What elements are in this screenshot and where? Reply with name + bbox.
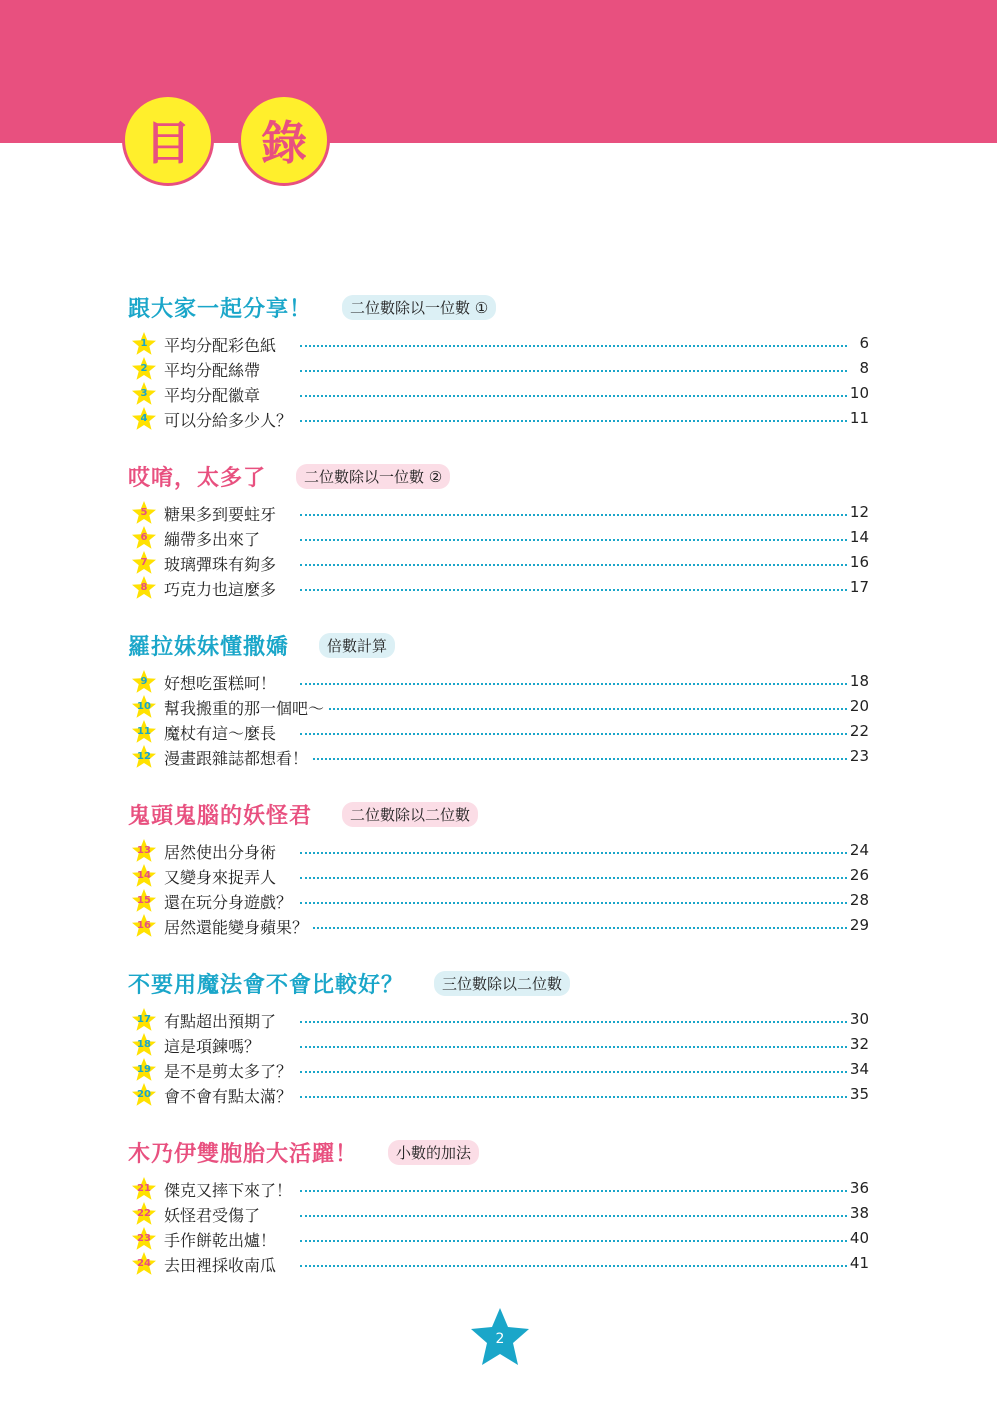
entry-page-number: 8 [859,359,869,377]
entry-title: 漫畫跟雜誌都想看！ [164,746,312,769]
section-title: 木乃伊雙胞胎大活躍！ [128,1141,359,1167]
star-number-icon [131,381,157,407]
entry-title: 又變身來捉弄人 [164,865,280,888]
star-number-icon [131,575,157,601]
section-topic-tag: 二位數除以一位數 ② [296,464,450,489]
entry-page-number: 12 [849,503,869,521]
toc-entry[interactable] [0,889,997,914]
entry-title: 還在玩分身遊戲？ [164,890,296,913]
dotted-leader [300,395,847,397]
entry-page-number: 30 [849,1010,869,1028]
toc-entry[interactable] [0,1083,997,1108]
entry-page-number: 38 [849,1204,869,1222]
entry-page-number: 41 [849,1254,869,1272]
page-number: 2 [495,1331,505,1347]
entry-page-number: 40 [849,1229,869,1247]
star-number-icon [131,525,157,551]
toc-entry[interactable] [0,1058,997,1083]
toc-entry[interactable] [0,332,997,357]
star-number-icon [131,669,157,695]
entry-page-number: 10 [849,384,869,402]
entry-number: 12 [137,751,151,762]
entry-page-number: 35 [849,1085,869,1103]
title-char-1: 目 [122,94,214,186]
entry-title: 居然還能變身蘋果？ [164,915,312,938]
entry-number: 2 [140,363,148,374]
star-number-icon [131,550,157,576]
dotted-leader [300,1071,847,1073]
entry-title: 平均分配徽章 [164,383,264,406]
entry-number: 7 [140,557,148,568]
entry-page-number: 34 [849,1060,869,1078]
section-heading [128,1135,479,1169]
entry-number: 19 [137,1064,151,1075]
dotted-leader [300,420,847,422]
section-title: 鬼頭鬼腦的妖怪君 [128,803,313,829]
entry-page-number: 17 [849,578,869,596]
entry-page-number: 36 [849,1179,869,1197]
toc-entry[interactable] [0,1177,997,1202]
entry-title: 妖怪君受傷了 [164,1203,264,1226]
dotted-leader [300,1265,847,1267]
entry-number: 16 [137,920,151,931]
star-number-icon [131,331,157,357]
entry-title: 平均分配絲帶 [164,358,264,381]
star-number-icon [131,694,157,720]
star-number-icon [131,1226,157,1252]
dotted-leader [300,1215,847,1217]
entry-title: 手作餅乾出爐！ [164,1228,280,1251]
entry-page-number: 18 [849,672,869,690]
entry-page-number: 28 [849,891,869,909]
toc-entry[interactable] [0,839,997,864]
dotted-leader [300,708,847,710]
dotted-leader [300,927,847,929]
star-number-icon [131,719,157,745]
entry-number: 22 [137,1208,151,1219]
toc-entry[interactable] [0,407,997,432]
toc-entry[interactable] [0,576,997,601]
star-number-icon [131,406,157,432]
dotted-leader [300,733,847,735]
star-number-icon [131,356,157,382]
entry-title: 玻璃彈珠有夠多 [164,552,280,575]
dotted-leader [300,902,847,904]
dotted-leader [300,589,847,591]
section-title: 不要用魔法會不會比較好？ [128,972,405,998]
entry-page-number: 6 [859,334,869,352]
entry-title: 會不會有點太滿？ [164,1084,296,1107]
toc-entry[interactable] [0,1227,997,1252]
entry-page-number: 24 [849,841,869,859]
toc-entry[interactable] [0,745,997,770]
section-heading [128,628,395,662]
dotted-leader [300,1240,847,1242]
toc-entry[interactable] [0,501,997,526]
entry-page-number: 20 [849,697,869,715]
star-number-icon [131,744,157,770]
dotted-leader [300,1046,847,1048]
star-number-icon [131,1176,157,1202]
section-topic-tag: 二位數除以一位數 ① [342,295,496,320]
entry-title: 是不是剪太多了？ [164,1059,296,1082]
entry-number: 20 [137,1089,151,1100]
toc-entry[interactable] [0,864,997,889]
toc-entry[interactable] [0,914,997,939]
section-topic-tag: 三位數除以二位數 [434,971,570,996]
entry-number: 17 [137,1014,151,1025]
entry-number: 24 [137,1258,151,1269]
entry-title: 幫我搬重的那一個吧～ [164,696,328,719]
toc-entry[interactable] [0,1252,997,1277]
toc-entry[interactable] [0,382,997,407]
title-char-2: 錄 [238,94,330,186]
star-number-icon [131,888,157,914]
star-number-icon [131,838,157,864]
section-heading [128,797,478,831]
section-title: 羅拉妹妹懂撒嬌 [128,634,290,660]
star-number-icon [131,1201,157,1227]
toc-entry[interactable] [0,357,997,382]
entry-title: 這是項鍊嗎？ [164,1034,264,1057]
entry-page-number: 16 [849,553,869,571]
entry-title: 居然使出分身術 [164,840,280,863]
star-number-icon [131,1007,157,1033]
dotted-leader [300,345,847,347]
toc-entry[interactable] [0,551,997,576]
section-heading [128,966,570,1000]
dotted-leader [300,1096,847,1098]
entry-number: 11 [137,726,151,737]
entry-title: 有點超出預期了 [164,1009,280,1032]
star-number-icon [131,1057,157,1083]
entry-title: 繃帶多出來了 [164,527,264,550]
toc-entry[interactable] [0,695,997,720]
entry-title: 糖果多到要蛀牙 [164,502,280,525]
entry-page-number: 29 [849,916,869,934]
entry-page-number: 11 [849,409,869,427]
entry-title: 平均分配彩色紙 [164,333,280,356]
section-topic-tag: 小數的加法 [388,1140,479,1165]
entry-page-number: 32 [849,1035,869,1053]
star-number-icon [131,863,157,889]
entry-page-number: 26 [849,866,869,884]
dotted-leader [300,852,847,854]
dotted-leader [300,1190,847,1192]
dotted-leader [300,514,847,516]
toc-entry[interactable] [0,670,997,695]
star-number-icon [131,1082,157,1108]
entry-page-number: 23 [849,747,869,765]
toc-entry[interactable] [0,720,997,745]
section-topic-tag: 倍數計算 [319,633,395,658]
dotted-leader [300,683,847,685]
section-title: 哎唷，太多了 [128,465,267,491]
entry-number: 8 [140,582,148,593]
entry-title: 好想吃蛋糕呵！ [164,671,280,694]
entry-title: 傑克又摔下來了！ [164,1178,296,1201]
star-number-icon [131,500,157,526]
dotted-leader [300,877,847,879]
dotted-leader [300,564,847,566]
section-title: 跟大家一起分享！ [128,296,313,322]
entry-number: 14 [137,870,151,881]
dotted-leader [300,758,847,760]
toc-entry[interactable] [0,1033,997,1058]
toc-entry[interactable] [0,1008,997,1033]
entry-page-number: 14 [849,528,869,546]
section-heading [128,459,450,493]
section-topic-tag: 二位數除以二位數 [342,802,478,827]
star-number-icon [131,1032,157,1058]
section-heading [128,290,496,324]
entry-number: 15 [137,895,151,906]
entry-number: 21 [137,1183,151,1194]
entry-number: 13 [137,845,151,856]
entry-number: 18 [137,1039,151,1050]
dotted-leader [300,1021,847,1023]
entry-number: 4 [140,413,148,424]
entry-number: 10 [137,701,151,712]
entry-title: 巧克力也這麼多 [164,577,280,600]
dotted-leader [300,539,847,541]
toc-entry[interactable] [0,526,997,551]
entry-page-number: 22 [849,722,869,740]
entry-number: 23 [137,1233,151,1244]
entry-number: 5 [140,507,148,518]
dotted-leader [300,370,847,372]
star-number-icon [131,1251,157,1277]
entry-number: 1 [140,338,148,349]
entry-number: 9 [140,676,148,687]
entry-number: 6 [140,532,148,543]
entry-title: 去田裡採收南瓜 [164,1253,280,1276]
toc-entry[interactable] [0,1202,997,1227]
entry-title: 可以分給多少人？ [164,408,296,431]
entry-title: 魔杖有這～麼長 [164,721,280,744]
star-number-icon [131,913,157,939]
entry-number: 3 [140,388,148,399]
